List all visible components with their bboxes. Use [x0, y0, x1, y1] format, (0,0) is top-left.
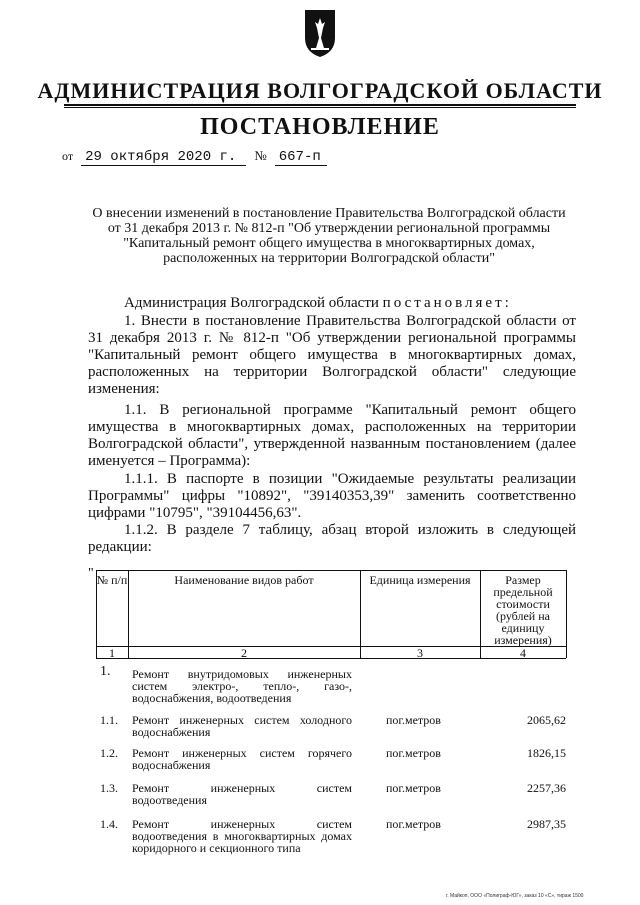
column-number-1: 1	[109, 646, 115, 660]
intro-paragraph	[88, 295, 576, 312]
row-unit: пог.метров	[386, 746, 441, 760]
row-number: 1.	[100, 664, 111, 679]
row-work-name: Ремонт инженерных систем водоотведения	[132, 781, 352, 807]
header-rule-thin	[64, 107, 576, 108]
intro-text: Администрация Волгоградской области	[124, 295, 379, 311]
document-meta	[62, 148, 327, 166]
header-rule	[64, 104, 576, 106]
paragraph-1: 1. Внести в постановление Правительства Волгоградской области от 31 декабря 2013 г. № 812-п "Об утверждении региональной программы "Капитальный ремонт общего имущества в многоквартирных домах, расположенных на территории Волгоградской области" следующие изменения:	[88, 313, 576, 397]
intro-resolves: постановляет:	[382, 295, 512, 311]
row-work-name: Ремонт инженерных систем холодного водоснабжения	[132, 713, 352, 739]
row-unit: пог.метров	[386, 781, 441, 795]
column-number-3: 3	[417, 646, 423, 660]
document-date: 29 октября 2020 г.	[81, 149, 246, 166]
row-work-name: Ремонт инженерных систем горячего водоснабжения	[132, 746, 352, 772]
row-work-name: Ремонт инженерных систем водоотведения в многоквартирных домах коридорного и секционного типа	[132, 817, 352, 855]
row-cost: 2257,36	[527, 781, 566, 795]
subject-line: "Капитальный ремонт общего имущества в многоквартирных домах,	[123, 236, 535, 251]
document-number: 667-п	[275, 149, 327, 166]
header-number: № п/п	[96, 573, 128, 587]
subject-line: от 31 декабря 2013 г. № 812-п "Об утверждении региональной программы	[107, 221, 551, 236]
row-cost: 2987,35	[527, 817, 566, 831]
row-work-name: Ремонт внутридомовых инженерных систем электро-, тепло-, газо-, водоснабжения, водоотведения	[132, 667, 352, 705]
paragraph-1-1-2: 1.1.2. В разделе 7 таблицу, абзац второй изложить в следующей редакции:	[88, 522, 576, 555]
opening-quote: "	[88, 566, 94, 581]
subject-line: расположенных на территории Волгоградской области"	[163, 251, 495, 266]
row-number: 1.4.	[100, 817, 118, 831]
row-unit: пог.метров	[386, 817, 441, 831]
subject-block	[84, 206, 574, 266]
column-number-2: 2	[241, 646, 247, 660]
row-cost: 2065,62	[527, 713, 566, 727]
organization-title: АДМИНИСТРАЦИЯ ВОЛГОГРАДСКОЙ ОБЛАСТИ	[37, 78, 603, 103]
row-number: 1.2.	[100, 746, 118, 760]
header-cost: Размер предельной стоимости (рублей на единицу измерения)	[493, 573, 553, 647]
coat-of-arms-icon	[303, 8, 337, 58]
paragraph-1-1: 1.1. В региональной программе "Капитальный ремонт общего имущества в многоквартирных домах, расположенных на территории Волгоградской области", утвержденной названным постановлением (далее именуется – Программа):	[88, 402, 576, 469]
header-work-name: Наименование видов работ	[174, 573, 314, 587]
header-unit: Единица измерения	[369, 573, 471, 587]
row-unit: пог.метров	[386, 713, 441, 727]
document-type: ПОСТАНОВЛЕНИЕ	[200, 114, 440, 140]
column-number-4: 4	[520, 646, 526, 660]
print-footer: г. Майкоп, ООО «Полиграф-ЮГ», заказ 10 «С», тираж 1500	[446, 893, 584, 899]
number-prefix: №	[254, 148, 267, 163]
date-prefix: от	[62, 149, 74, 163]
row-cost: 1826,15	[527, 746, 566, 760]
row-number: 1.3.	[100, 781, 118, 795]
row-number: 1.1.	[100, 713, 118, 727]
subject-line: О внесении изменений в постановление Правительства Волгоградской области	[92, 206, 566, 221]
paragraph-1-1-1: 1.1.1. В паспорте в позиции "Ожидаемые результаты реализации Программы" цифры "10892", "39140353,39" заменить соответственно цифрами "10795", "39104456,63".	[88, 471, 576, 521]
